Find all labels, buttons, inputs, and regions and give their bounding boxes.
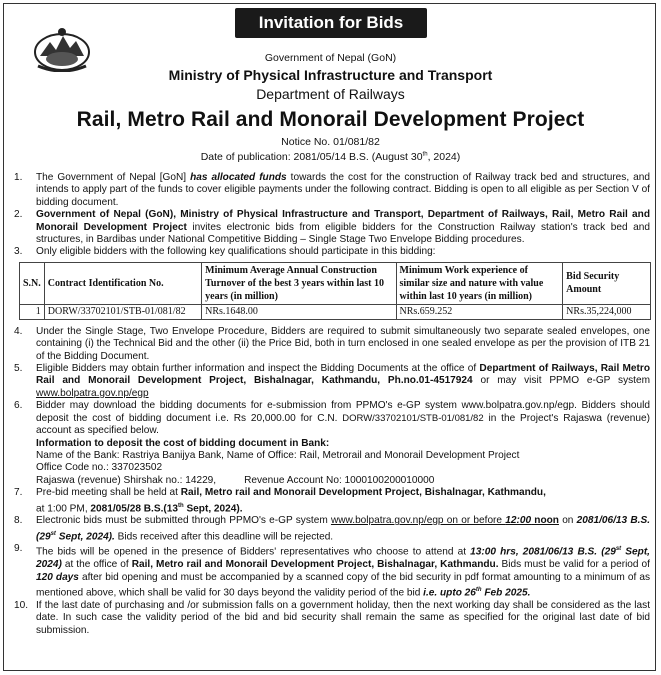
qualification-table — [19, 262, 651, 320]
notice-items — [10, 172, 650, 637]
table-cell: NRs.35,224,000 — [563, 304, 651, 319]
ministry-line: Ministry of Physical Infrastructure and Transport — [168, 67, 493, 83]
list-item: 7. Pre-bid meeting shall be held at Rail, Metro rail and Monorail Development Project, Bishalnagar, Kathmandu, at 1:00 PM, 2081/05/28 B.S.(13th Sept, 2024). — [14, 487, 546, 514]
nepal-emblem-icon — [32, 26, 92, 72]
egp-link[interactable]: www.bolpatra.gov.np/egp — [36, 387, 149, 399]
list-item: 1. The Government of Nepal [GoN] has allocated funds towards the cost for the construction of Railway track bed and structures, and intends to apply part of the funds to cover eligible payments under the following contract. Bidding is open to all eligible as per Section V of bidding document. — [14, 172, 650, 208]
banner-title: Invitation for Bids — [235, 8, 427, 38]
list-item: 8. Electronic bids must be submitted through PPMO's e-GP system www.bolpatra.gov.np/egp on or before 12:00 noon on 2081/06/13 B.S. (29st Sept, 2024). Bids received after this deadline will be rejected. — [14, 515, 651, 543]
qualification-table-wrap — [19, 262, 650, 320]
list-item: 10. If the last date of purchasing and /or submission falls on a government holiday, then the next working day shall be considered as the last date. In such case the validity period of the bid and bid security shall remain the same as specified for the original last date of bid submission. — [14, 599, 650, 636]
publication-date: Date of publication: 2081/05/14 B.S. (August 30th, 2024) — [200, 151, 461, 163]
list-item: 4. Under the Single Stage, Two Envelope Procedure, Bidders are required to submit simultaneously two separate sealed envelopes, one containing (i) the Technical Bid and the other (ii) the Price Bid, both in turn enclosed in one sealed envelope as per the provision of ITB 21 of the Bidding Document. — [14, 325, 650, 362]
project-title: Rail, Metro Rail and Monorail Development Project — [76, 108, 585, 131]
column-header: Minimum Work experience of similar size and nature with value within last 10 years (in million) — [396, 262, 563, 304]
table-cell: NRs.659.252 — [396, 304, 563, 319]
table-header-row — [20, 262, 651, 304]
egp-link[interactable]: www.bolpatra.gov.np/egp on or before — [330, 515, 506, 527]
notice-number: Notice No. 01/081/82 — [281, 136, 380, 148]
gov-line: Government of Nepal (GoN) — [264, 52, 397, 64]
column-header: Bid Security Amount — [563, 262, 651, 304]
list-item: 2. Government of Nepal (GoN), Ministry of Physical Infrastructure and Transport, Department of Railways, Rail, Metro Rail and Monorail Development Project invites electronic bids from eligible bidders for the Construction Railway station's track bed and structures, in Bardibas under National Competitive Bidding – Single Stage Two Envelope Bidding procedures. — [14, 209, 650, 246]
list-item: 3. Only eligible bidders with the following key qualifications should participate in this bidding: — [14, 246, 436, 258]
list-item: 6. Bidder may download the bidding documents for e-submission from PPMO's e-GP system www.bolpatra.gov.np/egp. Bidders should deposit the cost of bidding document i.e. Rs 20,000.00 for C.N. DORW/33702101/STB-01/081/82 in the Project's Rajaswa (revenue) account as specified below. Information to deposit the cost of bidding document in Bank: Name of the Bank: Rastriya Banijya Bank, Name of Office: Rail, Metrorail and Monorail Development Project Office Code no.: 337023502 Rajaswa (revenue) Shirshak no.: 14229, Revenue Account No: 1000100200010000 — [14, 400, 650, 486]
list-item: 9. The bids will be opened in the presence of Bidders' representatives who choose to attend at 13:00 hrs, 2081/06/13 B.S. (29st Sept, 2024) at the office of Rail, Metro rail and Monorail Development Project, Bishalnagar, Kathmandu. Bids must be valid for a period of 120 days after bid opening and must be accompanied by a scanned copy of the bid security in pdf format amounting to a minimum of as mentioned above, which shall be valid for 30 days beyond the validity period of the bid i.e. upto 26th Feb 2025. — [14, 543, 650, 599]
table-cell: 1 — [20, 304, 45, 319]
list-item: 5. Eligible Bidders may obtain further information and inspect the Bidding Documents at the office of Department of Railways, Rail Metro Rail and Monorail Development Project, Bishalnagar, Kathmandu, Ph.no.01-4517924 or may visit PPMO e-GP system www.bolpatra.gov.np/egp — [14, 363, 650, 399]
column-header: Contract Identification No. — [44, 262, 201, 304]
table-cell: NRs.1648.00 — [202, 304, 396, 319]
column-header: Minimum Average Annual Construction Turnover of the best 3 years within last 10 years (in million) — [202, 262, 396, 304]
table-row — [20, 304, 651, 319]
column-header: S.N. — [20, 262, 45, 304]
department-line: Department of Railways — [256, 86, 405, 102]
table-cell: DORW/33702101/STB-01/081/82 — [44, 304, 201, 319]
